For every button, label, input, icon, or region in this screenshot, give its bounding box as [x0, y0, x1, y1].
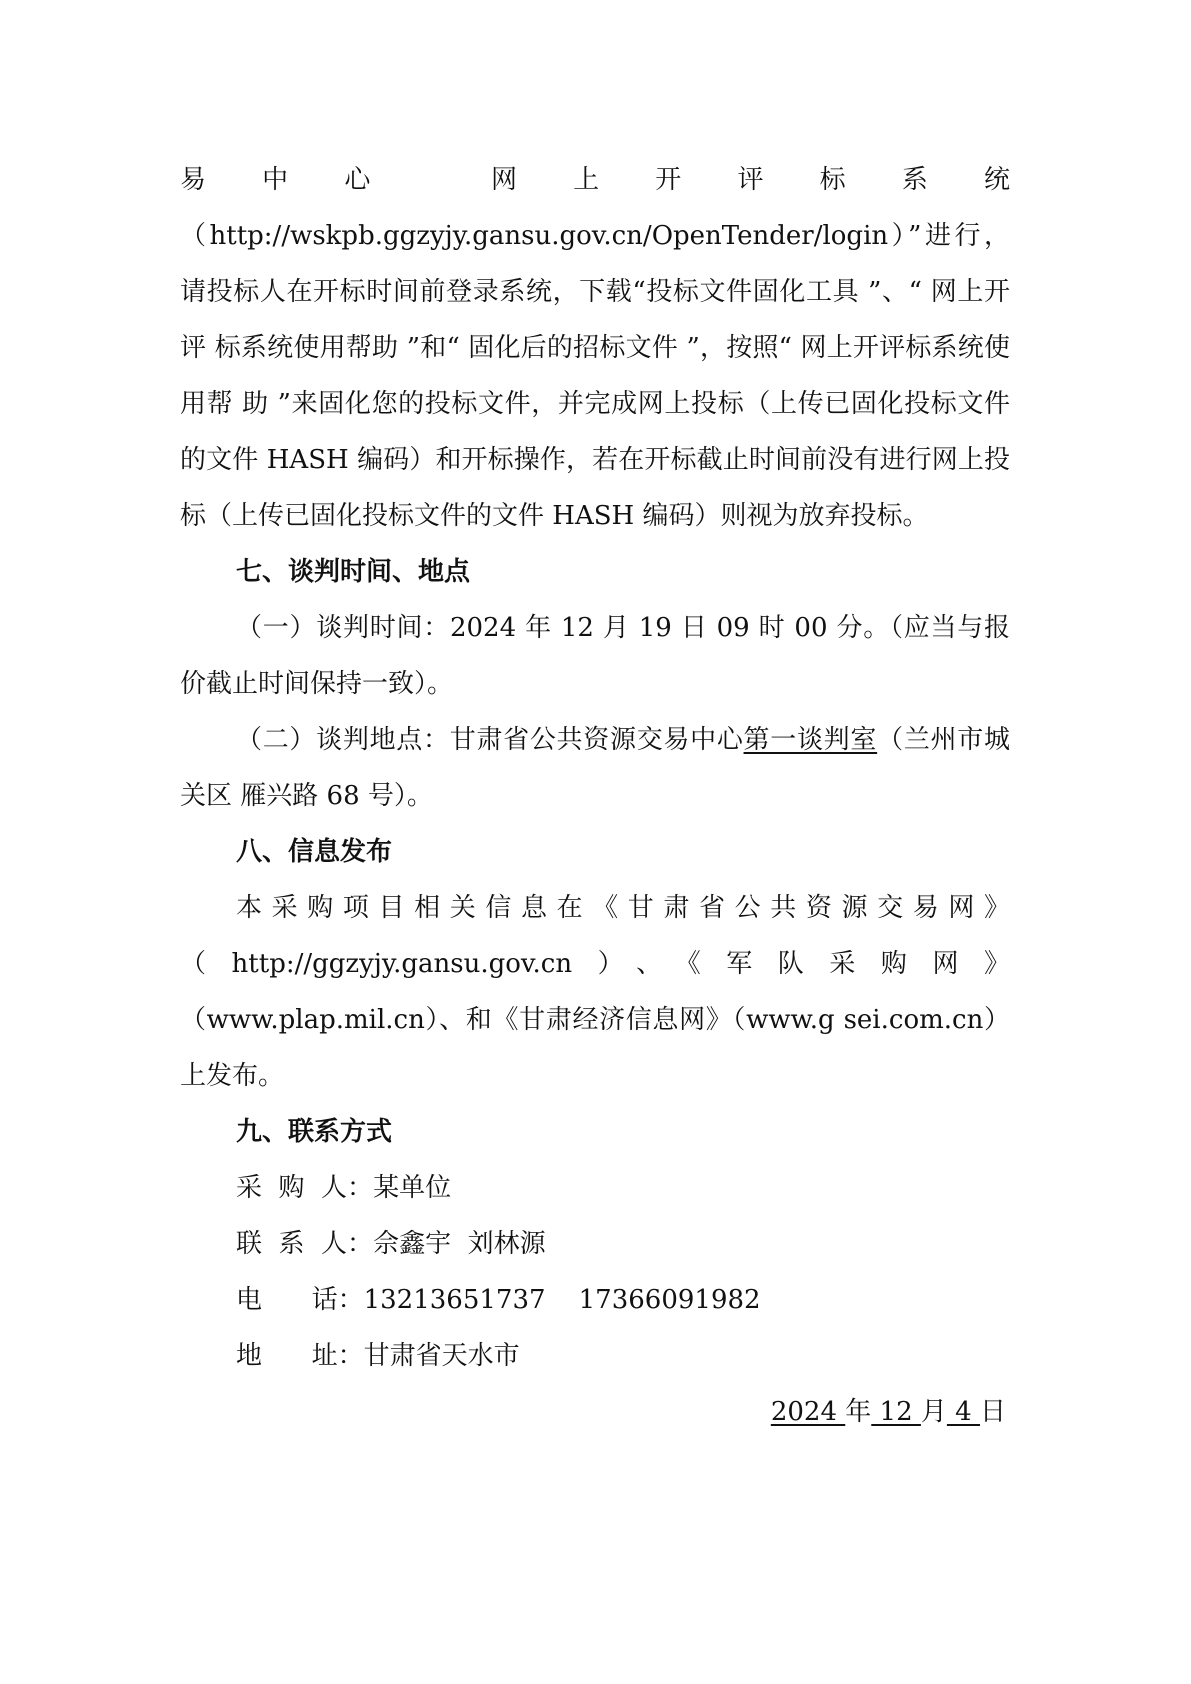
date-month-unit: 月 [920, 1397, 947, 1427]
document-body [180, 152, 1010, 1440]
document-date [180, 1384, 1010, 1440]
date-year: 2024 [770, 1397, 846, 1427]
section-9-heading: 九、联系方式 [236, 1117, 393, 1147]
negotiation-place-prefix: （二）谈判地点：甘肃省公共资源交易中心 [236, 725, 744, 755]
contact-value: 13213651737 17366091982 [363, 1285, 761, 1315]
negotiation-time-paragraph: （一）谈判时间：2024 年 12 月 19 日 09 时 00 分。（应当与报价截止时间保持一致）。 [180, 613, 1010, 699]
contact-value: 佘鑫宇 刘林源 [373, 1229, 546, 1259]
negotiation-place-address: （兰州市城关区 雁兴路 68 号）。 [180, 725, 1010, 811]
negotiation-place-paragraph [180, 712, 1010, 824]
contact-label: 地 址： [236, 1341, 364, 1371]
section-8-heading: 八、信息发布 [236, 837, 393, 867]
date-month: 12 [871, 1397, 921, 1427]
contact-label: 联 系 人： [236, 1229, 374, 1259]
contact-address [180, 1328, 1010, 1384]
contact-value: 某单位 [373, 1173, 452, 1203]
contact-purchaser [180, 1160, 1010, 1216]
contact-person [180, 1216, 1010, 1272]
contact-phone [180, 1272, 1010, 1328]
date-day-unit: 日 [979, 1397, 1006, 1427]
section-7-heading: 七、谈判时间、地点 [236, 557, 471, 587]
contact-label: 采 购 人： [236, 1173, 374, 1203]
date-day: 4 [946, 1397, 980, 1427]
contact-value: 甘肃省天水市 [363, 1341, 520, 1371]
negotiation-room: 第一谈判室 [743, 725, 878, 755]
contact-label: 电 话： [236, 1285, 364, 1315]
date-year-unit: 年 [845, 1397, 872, 1427]
info-publish-paragraph: 本采购项目相关信息在《甘肃省公共资源交易网》（http://ggzyjy.gansu.gov.cn）、《军队采购网》（www.plap.mil.cn）、和《甘肃经济信息网》（www.g sei.com.cn）上发布。 [180, 893, 1010, 1091]
bidding-instructions-paragraph: 易中心 网上开评标系统（http://wskpb.ggzyjy.gansu.gov.cn/OpenTender/login）”进行， 请投标人在开标时间前登录系统，下载“投标文件固化工具 ”、“ 网上开评 标系统使用帮助 ”和“ 固化后的招标文件 ”，按照“ 网上开评标系统使用帮 助 ”来固化您的投标文件，并完成网上投标（上传已固化投标文件的文件 HASH 编码）和开标操作，若在开标截止时间前没有进行网上投标（上传已固化投标文件的文件 HASH 编码）则视为放弃投标。 [180, 165, 1010, 531]
